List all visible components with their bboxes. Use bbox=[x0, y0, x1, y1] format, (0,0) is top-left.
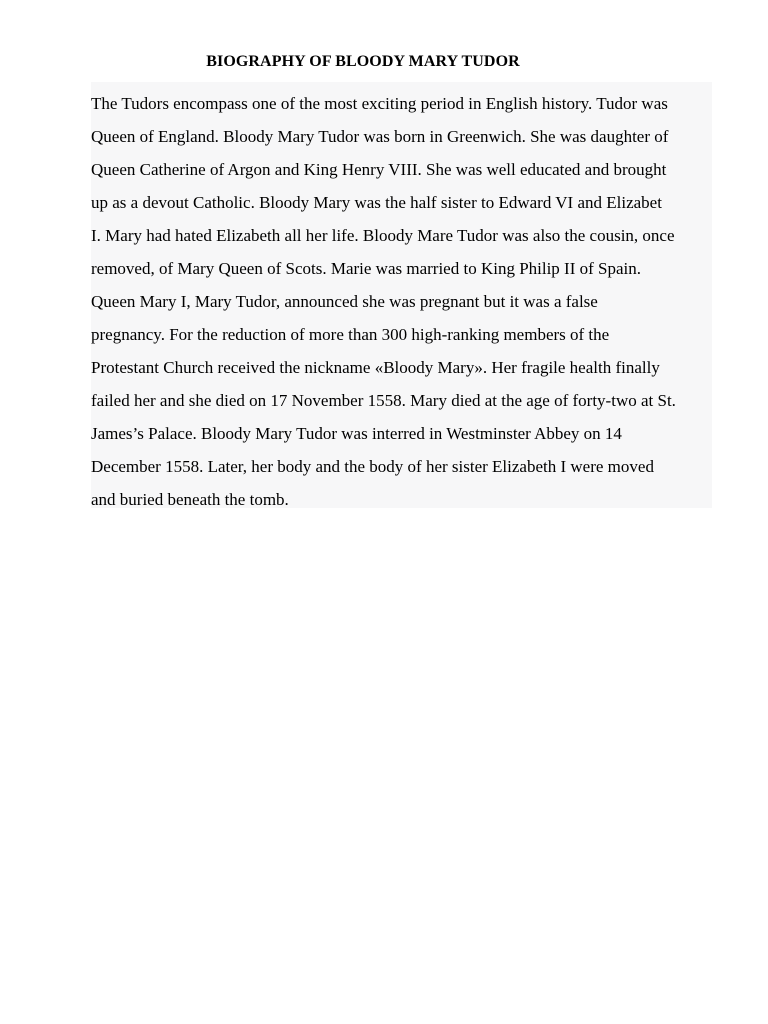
body-line: December 1558. Later, her body and the body of her sister Elizabeth I were moved bbox=[91, 457, 654, 476]
body-line: Queen Mary I, Mary Tudor, announced she was pregnant but it was a false bbox=[91, 292, 598, 311]
body-line: removed, of Mary Queen of Scots. Marie was married to King Philip II of Spain. bbox=[91, 259, 642, 278]
document-body bbox=[91, 82, 712, 508]
body-line: up as a devout Catholic. Bloody Mary was the half sister to Edward VI and Elizabet bbox=[91, 193, 662, 212]
body-line: James’s Palace. Bloody Mary Tudor was interred in Westminster Abbey on 14 bbox=[91, 424, 622, 443]
body-line: I. Mary had hated Elizabeth all her life. Bloody Mare Tudor was also the cousin, once bbox=[91, 226, 675, 245]
body-line: Protestant Church received the nickname «Bloody Mary». Her fragile health finally bbox=[91, 358, 660, 377]
body-line: Queen Catherine of Argon and King Henry VIII. She was well educated and brought bbox=[91, 160, 667, 179]
body-line: pregnancy. For the reduction of more than 300 high-ranking members of the bbox=[91, 325, 610, 344]
body-line: The Tudors encompass one of the most exciting period in English history. Tudor was bbox=[91, 94, 668, 113]
document-title: BIOGRAPHY OF BLOODY MARY TUDOR bbox=[206, 53, 520, 70]
body-line: and buried beneath the tomb. bbox=[91, 490, 289, 509]
body-line: Queen of England. Bloody Mary Tudor was born in Greenwich. She was daughter of bbox=[91, 127, 669, 146]
body-line: failed her and she died on 17 November 1558. Mary died at the age of forty-two at St. bbox=[91, 391, 676, 410]
